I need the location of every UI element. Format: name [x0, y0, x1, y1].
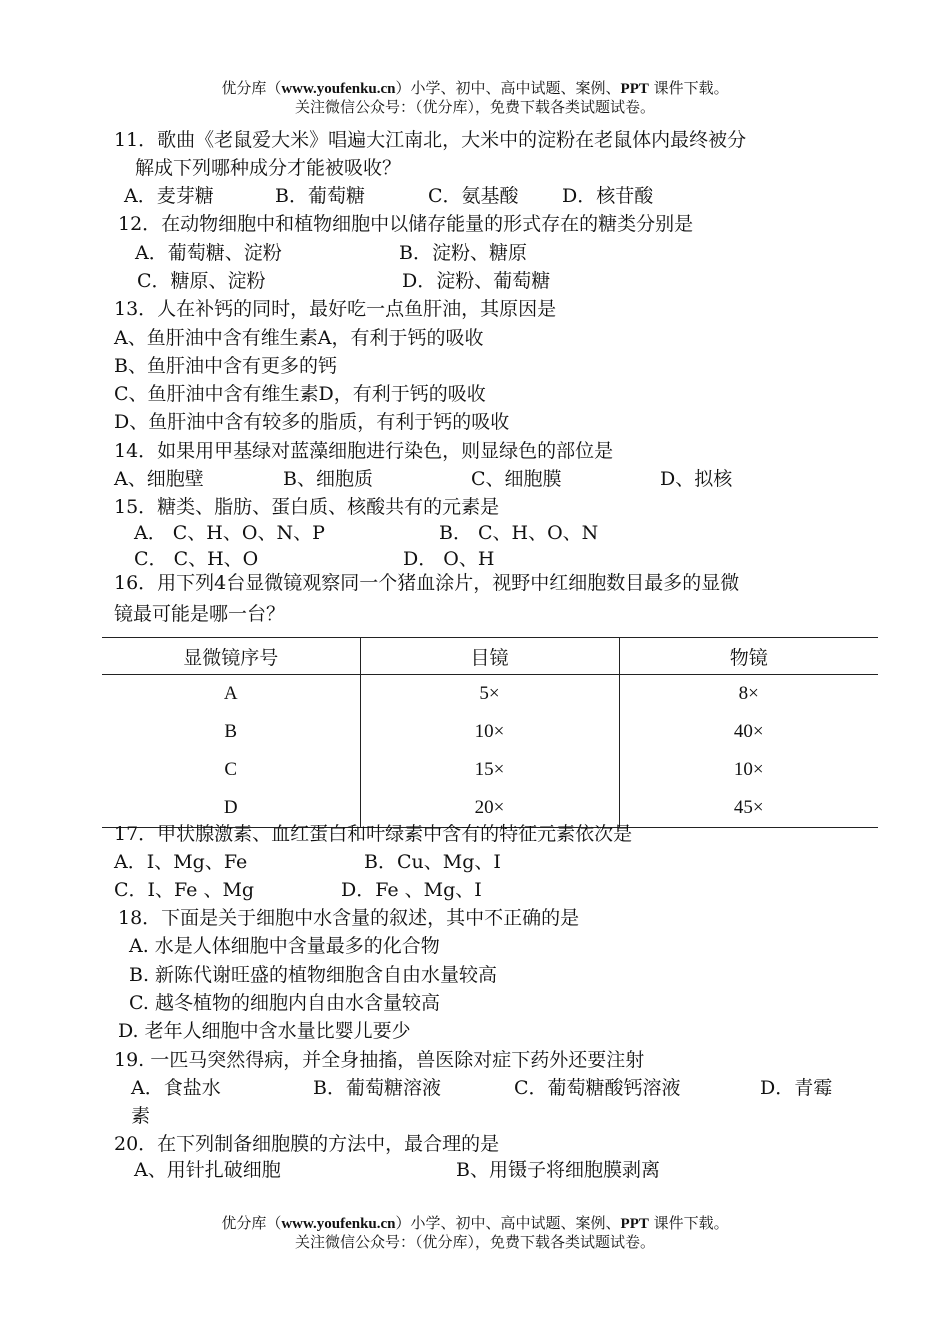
- q19-option-d-cont: 素: [131, 1105, 151, 1127]
- table-header-eyepiece: 目镜: [360, 638, 619, 675]
- q13-stem: 13．人在补钙的同时，最好吃一点鱼肝油，其原因是: [114, 298, 557, 320]
- q17-option-a: A．I、Mg、Fe: [114, 851, 248, 873]
- table-row: [102, 713, 878, 751]
- table-cell: D: [102, 789, 360, 828]
- q11-stem: 11．歌曲《老鼠爱大米》唱遍大江南北，大米中的淀粉在老鼠体内最终被分: [114, 129, 747, 151]
- q16-stem-cont: 镜最可能是哪一台？: [114, 603, 286, 625]
- q14-option-c: C、细胞膜: [471, 468, 562, 490]
- q17-option-b: B．Cu、Mg、I: [364, 851, 501, 873]
- website-link[interactable]: www.youfenku.cn: [281, 81, 396, 97]
- q18-option-b: B. 新陈代谢旺盛的植物细胞含自由水量较高: [129, 964, 498, 986]
- q17-stem: 17．甲状腺激素、血红蛋白和叶绿素中含有的特征元素依次是: [114, 823, 633, 845]
- q12-option-b: B．淀粉、糖原: [399, 242, 527, 264]
- q17-option-d: D．Fe 、Mg、I: [341, 879, 482, 901]
- q20-stem: 20．在下列制备细胞膜的方法中，最合理的是: [114, 1133, 500, 1155]
- q14-option-b: B、细胞质: [283, 468, 373, 490]
- table-cell: 10×: [360, 713, 619, 751]
- q14-option-d: D、拟核: [660, 468, 733, 490]
- q16-stem: 16．用下列4台显微镜观察同一个猪血涂片，视野中红细胞数目最多的显微: [114, 572, 740, 594]
- page-header-line2: 关注微信公众号：（优分库），免费下载各类试题试卷。: [294, 98, 655, 116]
- q13-option-c: C、鱼肝油中含有维生素D，有利于钙的吸收: [114, 383, 486, 405]
- q14-option-a: A、细胞壁: [114, 468, 204, 490]
- q18-option-a: A. 水是人体细胞中含量最多的化合物: [129, 935, 440, 957]
- q19-option-a: A．食盐水: [131, 1077, 221, 1099]
- table-cell: C: [102, 751, 360, 789]
- q12-option-d: D．淀粉、葡萄糖: [402, 270, 551, 292]
- table-cell: 40×: [733, 721, 764, 742]
- q19-option-c: C．葡萄糖酸钙溶液: [514, 1077, 681, 1099]
- q15-option-d: D． O、H: [403, 548, 495, 570]
- q12-stem: 12．在动物细胞中和植物细胞中以储存能量的形式存在的糖类分别是: [118, 213, 694, 235]
- microscope-table: [102, 637, 878, 828]
- q19-stem: 19. 一匹马突然得病，并全身抽搐，兽医除对症下药外还要注射: [114, 1049, 645, 1071]
- q11-option-c: C．氨基酸: [428, 185, 519, 207]
- q14-stem: 14．如果用甲基绿对蓝藻细胞进行染色，则显绿色的部位是: [114, 440, 614, 462]
- table-row: [102, 751, 878, 789]
- table-cell: 10×: [733, 759, 764, 780]
- table-cell: 5×: [360, 675, 619, 714]
- table-header-id: 显微镜序号: [102, 638, 360, 675]
- q20-option-b: B、用镊子将细胞膜剥离: [456, 1159, 660, 1181]
- page-header-line1: 优分库（www.youfenku.cn）小学、初中、高中试题、案例、PPT 课件下载。: [221, 79, 729, 97]
- q15-option-b: B． C、H、O、N: [439, 522, 599, 544]
- table-cell: 8×: [738, 683, 759, 704]
- table-cell: 45×: [619, 789, 878, 828]
- table-cell: 15×: [360, 751, 619, 789]
- table-cell: A: [102, 675, 360, 714]
- page-footer-line2: 关注微信公众号：（优分库），免费下载各类试题试卷。: [294, 1233, 655, 1251]
- q15-stem: 15．糖类、脂肪、蛋白质、核酸共有的元素是: [114, 496, 500, 518]
- q11-option-a: A．麦芽糖: [124, 185, 214, 207]
- q17-option-c: C．I、Fe 、Mg: [114, 879, 255, 901]
- q13-option-a: A、鱼肝油中含有维生素A，有利于钙的吸收: [114, 327, 484, 349]
- q15-option-c: C． C、H、O: [134, 548, 259, 570]
- website-link[interactable]: www.youfenku.cn: [281, 1216, 396, 1232]
- q11-option-b: B．葡萄糖: [275, 185, 365, 207]
- q11-stem-cont: 解成下列哪种成分才能被吸收？: [135, 157, 402, 179]
- table-header-objective: 物镜: [619, 638, 878, 675]
- table-header-row: [102, 638, 878, 675]
- table-row: [102, 675, 878, 714]
- table-cell: 20×: [360, 789, 619, 828]
- q19-option-b: B．葡萄糖溶液: [313, 1077, 441, 1099]
- q11-option-d: D．核苷酸: [562, 185, 654, 207]
- q18-option-c: C. 越冬植物的细胞内自由水含量较高: [129, 992, 440, 1014]
- q15-option-a: A． C、H、O、N、P: [134, 522, 325, 544]
- page-footer-line1: 优分库（www.youfenku.cn）小学、初中、高中试题、案例、PPT 课件下载。: [221, 1214, 729, 1232]
- q20-option-a: A、用针扎破细胞: [134, 1159, 281, 1181]
- table-cell: B: [102, 713, 360, 751]
- q13-option-d: D、鱼肝油中含有较多的脂质，有利于钙的吸收: [114, 411, 510, 433]
- q12-option-a: A．葡萄糖、淀粉: [135, 242, 282, 264]
- q12-option-c: C．糖原、淀粉: [137, 270, 266, 292]
- q18-stem: 18．下面是关于细胞中水含量的叙述，其中不正确的是: [118, 907, 580, 929]
- q18-option-d: D. 老年人细胞中含水量比婴儿要少: [118, 1020, 411, 1042]
- q19-option-d: D．青霉: [760, 1077, 833, 1099]
- q13-option-b: B、鱼肝油中含有更多的钙: [114, 355, 337, 377]
